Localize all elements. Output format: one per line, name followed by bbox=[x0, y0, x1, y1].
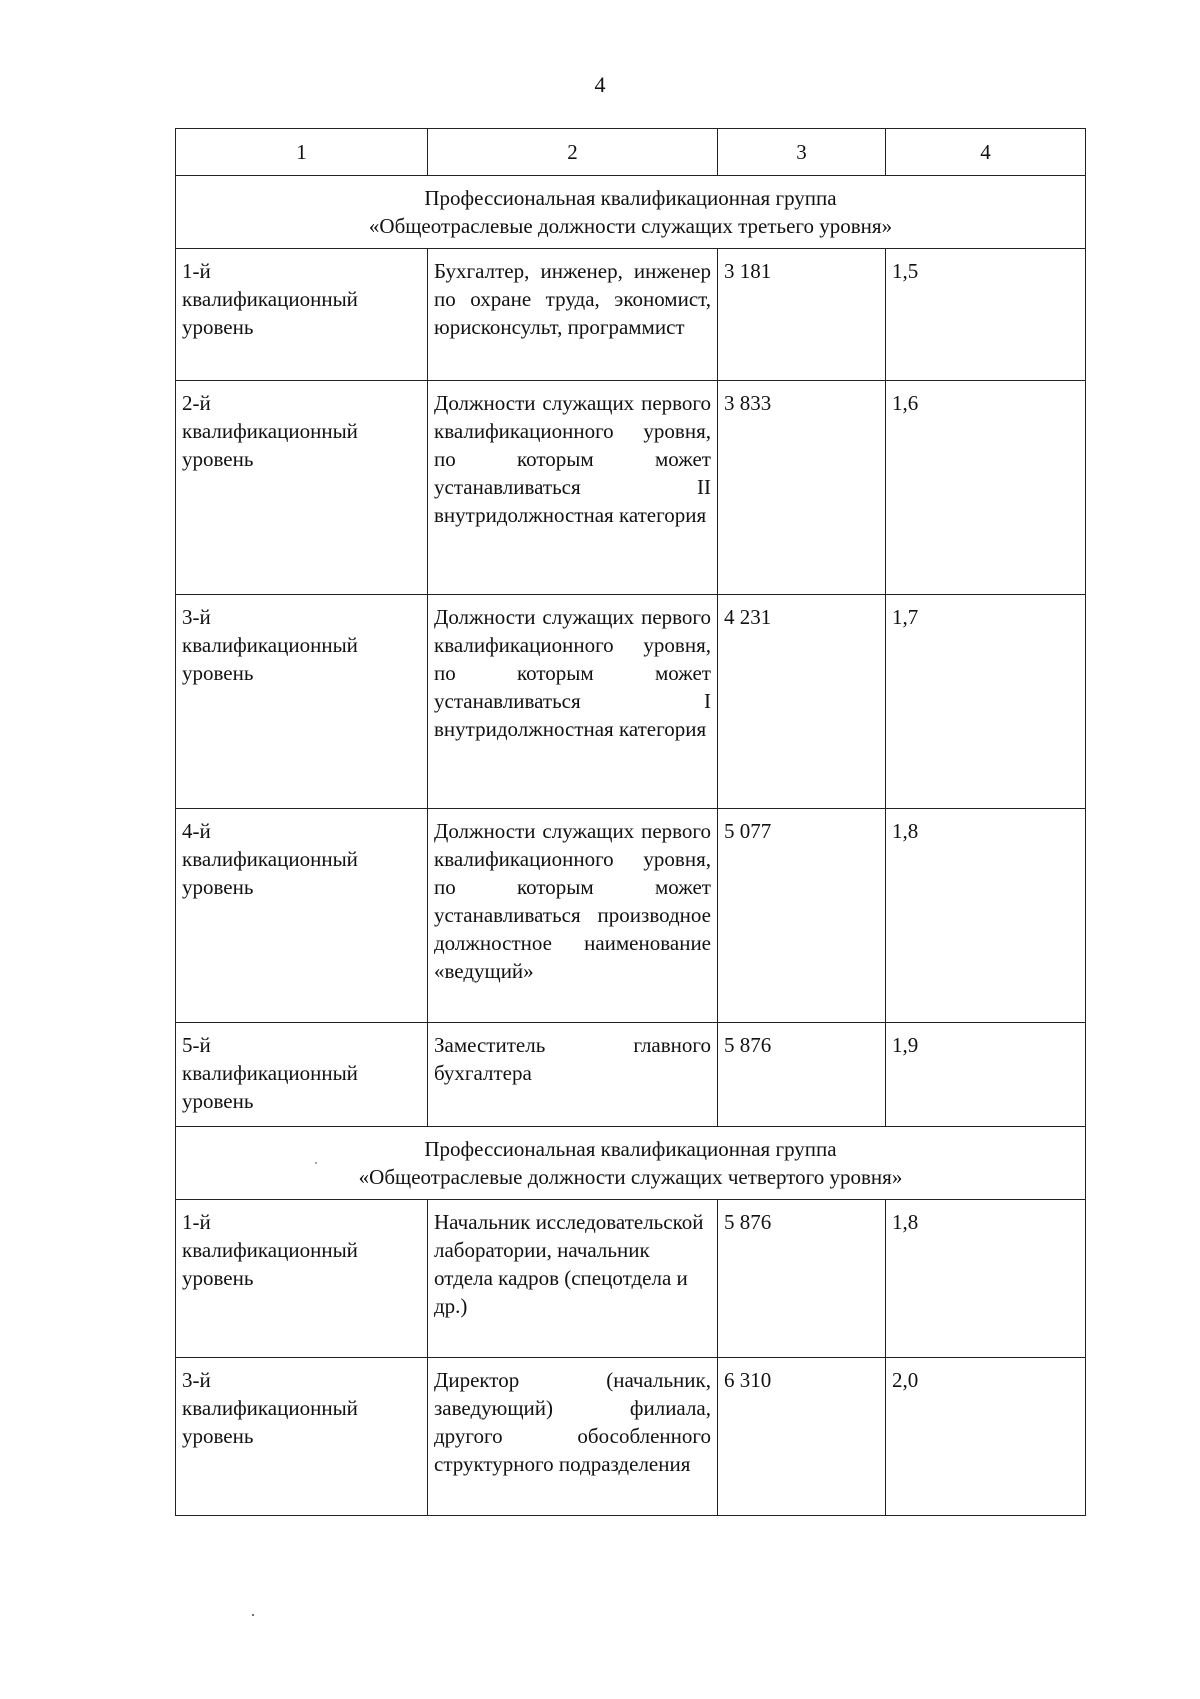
salary-cell: 6 310 bbox=[718, 1358, 886, 1516]
table-row bbox=[176, 595, 1086, 809]
level-word: квалификационный bbox=[182, 287, 358, 311]
positions-cell: Должности служащих первого квалификационного уровня, по которым может устанавливаться I внутридолжностная категория bbox=[428, 595, 718, 809]
level-number: 2-й bbox=[182, 391, 211, 415]
group-title-line: «Общеотраслевые должности служащих третьего уровня» bbox=[368, 214, 893, 238]
positions-cell: Должности служащих первого квалификационного уровня, по которым может устанавливаться производное должностное наименование «ведущий» bbox=[428, 809, 718, 1023]
coefficient-cell: 1,8 bbox=[886, 809, 1086, 1023]
coefficient-cell: 2,0 bbox=[886, 1358, 1086, 1516]
qualification-table bbox=[175, 128, 1086, 1516]
level-cell bbox=[176, 809, 428, 1023]
level-number: 3-й bbox=[182, 605, 211, 629]
group-title-row bbox=[176, 176, 1086, 249]
group-title-line: Профессиональная квалификационная группа bbox=[424, 1137, 837, 1161]
scan-speck bbox=[252, 1614, 254, 1616]
coefficient-cell: 1,7 bbox=[886, 595, 1086, 809]
scan-speck bbox=[315, 1162, 317, 1164]
coefficient-cell: 1,5 bbox=[886, 249, 1086, 381]
positions-cell: Должности служащих первого квалификационного уровня, по которым может устанавливаться II внутридолжностная категория bbox=[428, 381, 718, 595]
level-word: квалификационный bbox=[182, 419, 358, 443]
level-number: 1-й bbox=[182, 1210, 211, 1234]
table-row bbox=[176, 1358, 1086, 1516]
level-word: квалификационный bbox=[182, 1238, 358, 1262]
salary-cell: 5 077 bbox=[718, 809, 886, 1023]
table-row bbox=[176, 1023, 1086, 1127]
level-cell bbox=[176, 249, 428, 381]
column-header: 1 bbox=[176, 129, 428, 176]
level-word: квалификационный bbox=[182, 847, 358, 871]
coefficient-cell: 1,6 bbox=[886, 381, 1086, 595]
salary-cell: 3 181 bbox=[718, 249, 886, 381]
group-title-line: «Общеотраслевые должности служащих четвертого уровня» bbox=[358, 1165, 903, 1189]
level-word: уровень bbox=[182, 661, 254, 685]
level-cell bbox=[176, 381, 428, 595]
salary-cell: 4 231 bbox=[718, 595, 886, 809]
level-number: 4-й bbox=[182, 819, 211, 843]
column-header: 3 bbox=[718, 129, 886, 176]
level-cell bbox=[176, 595, 428, 809]
salary-cell: 5 876 bbox=[718, 1023, 886, 1127]
table-row bbox=[176, 381, 1086, 595]
level-word: квалификационный bbox=[182, 1061, 358, 1085]
salary-cell: 3 833 bbox=[718, 381, 886, 595]
level-cell bbox=[176, 1358, 428, 1516]
group-title bbox=[176, 1127, 1086, 1200]
level-number: 3-й bbox=[182, 1368, 211, 1392]
level-word: уровень bbox=[182, 1089, 254, 1113]
level-number: 1-й bbox=[182, 259, 211, 283]
salary-cell: 5 876 bbox=[718, 1200, 886, 1358]
level-number: 5-й bbox=[182, 1033, 211, 1057]
group-title bbox=[176, 176, 1086, 249]
level-word: квалификационный bbox=[182, 633, 358, 657]
coefficient-cell: 1,9 bbox=[886, 1023, 1086, 1127]
group-title-row bbox=[176, 1127, 1086, 1200]
coefficient-cell: 1,8 bbox=[886, 1200, 1086, 1358]
level-word: квалификационный bbox=[182, 1396, 358, 1420]
group-title-line: Профессиональная квалификационная группа bbox=[424, 186, 837, 210]
table-row bbox=[176, 1200, 1086, 1358]
page-number: 4 bbox=[594, 72, 606, 97]
level-word: уровень bbox=[182, 447, 254, 471]
positions-cell: Бухгалтер, инженер, инженер по охране труда, экономист, юрисконсульт, программист bbox=[428, 249, 718, 381]
level-word: уровень bbox=[182, 1424, 254, 1448]
level-word: уровень bbox=[182, 1266, 254, 1290]
level-word: уровень bbox=[182, 875, 254, 899]
level-cell bbox=[176, 1200, 428, 1358]
level-cell bbox=[176, 1023, 428, 1127]
column-number-row bbox=[176, 129, 1086, 176]
column-header: 4 bbox=[886, 129, 1086, 176]
level-word: уровень bbox=[182, 315, 254, 339]
table-row bbox=[176, 249, 1086, 381]
positions-cell: Начальник исследовательской лаборатории, начальник отдела кадров (спецотдела и др.) bbox=[428, 1200, 718, 1358]
positions-cell: Директор (начальник, заведующий) филиала, другого обособленного структурного подразделения bbox=[428, 1358, 718, 1516]
positions-cell: Заместитель главного бухгалтера bbox=[428, 1023, 718, 1127]
table-row bbox=[176, 809, 1086, 1023]
column-header: 2 bbox=[428, 129, 718, 176]
